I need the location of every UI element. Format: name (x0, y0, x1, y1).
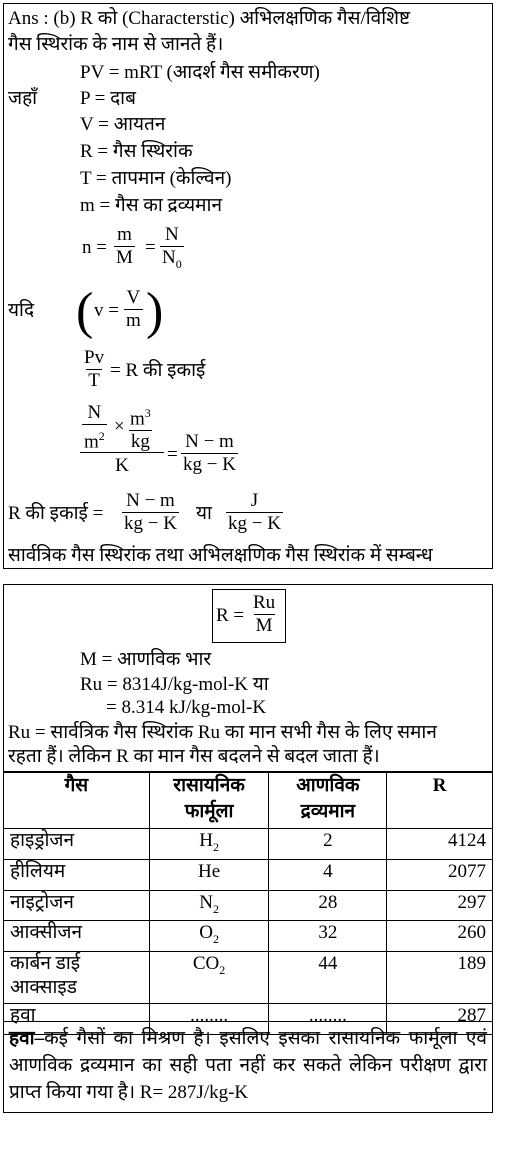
formula-cell: $O_2$ (149, 921, 269, 952)
times-sign: × (114, 416, 125, 437)
where-label: जहाँ (8, 88, 38, 109)
compound-fraction (80, 402, 164, 477)
note-line-2: रहता हैं। लेकिन R का मान गैस बदलने से बदल जाता हैं। (8, 746, 380, 767)
boxed-formula (212, 589, 286, 643)
gas-constant-table (3, 772, 493, 1035)
def-gas-constant: R = गैस स्थिरांक (80, 141, 193, 162)
footer-text: कई गैसों का मिश्रण है। इसलिए इसका रासायनिक फार्मूला एवं आणविक द्रव्यमान का सही पता नहीं कर सकते लेकिन परीक्षण द्वारा प्राप्त किया गया है। R= 287J/kg-K (9, 1028, 487, 1103)
footer-paragraph (9, 1025, 487, 1106)
unit-label: R की इकाई = (8, 503, 104, 524)
formula-cell: $CO_2$ (149, 952, 269, 1004)
Ru-definition-1: Ru = 8314J/kg-mol-K या (80, 674, 269, 695)
boxed-lhs: R = (216, 605, 245, 626)
formula-cell: ........ (149, 1004, 269, 1035)
n-lhs: n = (82, 237, 107, 258)
ideal-gas-equation: PV = mRT (आदर्श गैस समीकरण) (80, 62, 320, 83)
unit-of-R-text: = R की इकाई (110, 360, 206, 381)
fraction-Ru-over-M: $\frac{Ru}{M}$ (253, 592, 276, 636)
def-mass: m = गैस का द्रव्यमान (80, 195, 222, 216)
table-row (4, 921, 493, 952)
fraction-N-over-N0: $\frac{N}{N_0}$ (160, 224, 184, 275)
gas-cell: हाइड्रोजन (4, 829, 150, 860)
header-gas: गैस (4, 773, 150, 829)
gas-cell: हवा (4, 1004, 150, 1035)
footer-box (3, 1021, 493, 1113)
mass-cell: 32 (269, 921, 387, 952)
gas-cell: नाइट्रोजन (4, 890, 150, 921)
fraction-Nm-over-kgK: $\frac{N - m}{kg - K}$ (183, 431, 236, 475)
v-lhs: v = (94, 300, 119, 321)
relation-heading: सार्वत्रिक गैस स्थिरांक तथा अभिलक्षणिक गैस स्थिरांक में सम्बन्ध (8, 545, 433, 566)
formula-cell: $H_2$ (149, 829, 269, 860)
compound-bar: K (80, 452, 164, 477)
formula-cell: He (149, 859, 269, 890)
mass-cell: 44 (269, 952, 387, 1004)
mass-cell: 28 (269, 890, 387, 921)
r-value-cell: 2077 (387, 859, 493, 890)
fraction-m-over-M: $\frac{m}{M}$ (116, 224, 133, 268)
or-label: या (196, 503, 212, 524)
header-mass: आणविक द्रव्यमान (269, 773, 387, 829)
r-value-cell: 260 (387, 921, 493, 952)
gas-cell: आक्सीजन (4, 921, 150, 952)
fraction-unit-Nm-over-kgK: $\frac{N - m}{kg - K}$ (124, 490, 177, 534)
footer-bold-label: हवा– (9, 1028, 45, 1049)
fraction-N-over-m2: $\frac{N}{m^2}$ (84, 402, 105, 453)
gas-cell: कार्बन डाई आक्साइड (4, 952, 150, 1004)
r-value-cell: 297 (387, 890, 493, 921)
if-label: यदि (8, 300, 35, 321)
fraction-V-over-m: $\frac{V}{m}$ (126, 287, 141, 331)
formula-cell: $N_2$ (149, 890, 269, 921)
def-volume: V = आयतन (80, 114, 166, 135)
r-value-cell: 287 (387, 1004, 493, 1035)
note-line-1: Ru = सार्वत्रिक गैस स्थिरांक Ru का मान सभी गैस के लिए समान (8, 722, 437, 743)
table-row (4, 859, 493, 890)
left-paren: ( (76, 283, 94, 340)
fraction-J-over-kgK: $\frac{J}{kg - K}$ (228, 490, 281, 534)
def-pressure: P = दाब (80, 88, 136, 109)
table-header-row (4, 773, 493, 829)
compound-numerator (80, 402, 164, 452)
gas-cell: हीलियम (4, 859, 150, 890)
header-R: R (387, 773, 493, 829)
M-definition: M = आणविक भार (80, 649, 212, 670)
def-temperature: T = तापमान (केल्विन) (80, 168, 232, 189)
equals-sign: = (145, 237, 156, 258)
right-paren: ) (146, 283, 164, 340)
Ru-definition-2: = 8.314 kJ/kg-mol-K (106, 697, 267, 718)
table-row (4, 890, 493, 921)
fraction-Pv-over-T: $\frac{Pv}{T}$ (84, 347, 105, 391)
header-formula: रासायनिक फार्मूला (149, 773, 269, 829)
intro-line-2: गैस स्थिरांक के नाम से जानते हैं। (8, 34, 224, 55)
r-value-cell: 189 (387, 952, 493, 1004)
table-row (4, 829, 493, 860)
equals-sign-2: = (167, 444, 178, 465)
mass-cell: 4 (269, 859, 387, 890)
fraction-m3-over-kg: $\frac{m^3}{kg}$ (130, 406, 151, 453)
table-row (4, 952, 493, 1004)
intro-line-1: Ans : (b) R को (Characterstic) अभिलक्षणिक गैस/विशिष्ट (8, 8, 411, 29)
r-value-cell: 4124 (387, 829, 493, 860)
mass-cell: 2 (269, 829, 387, 860)
mass-cell: ........ (269, 1004, 387, 1035)
